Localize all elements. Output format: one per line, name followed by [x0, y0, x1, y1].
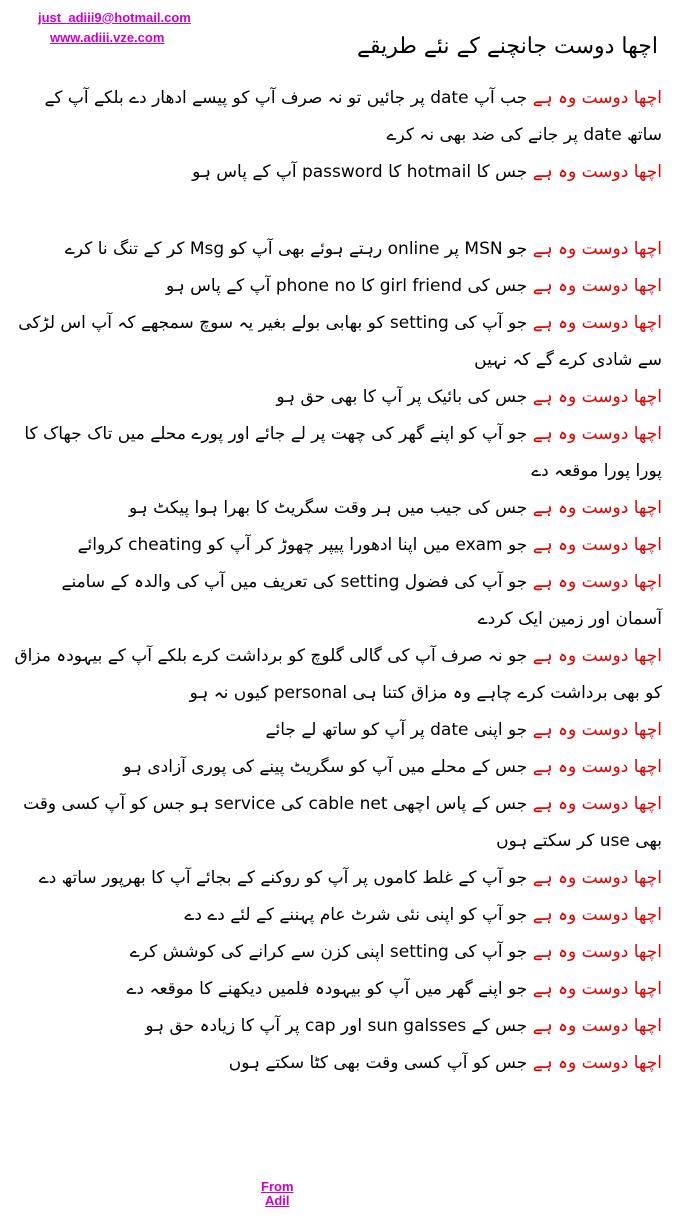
item-text: جب آپ date پر جائیں تو نہ صرف آپ کو پیسے ادھار دے بلکے آپ کے ساتھ date پر جانے کی ضد بھی نہ کرے [44, 88, 662, 145]
item-text: جو آپ کے غلط کاموں پر آپ کو روکنے کے بجائے آپ کا بھرپور ساتھ دے [38, 868, 528, 888]
item-lead: اچھا دوست وہ ہے [532, 979, 662, 999]
list-item [12, 231, 662, 268]
website-link[interactable]: www.adiii.vze.com [50, 30, 165, 45]
item-text: جس کی girl friend کا phone no آپ کے پاس ہو [166, 276, 528, 296]
item-text: جو MSN پر online رہتے ہوئے بھی آپ کو Msg کر کے تنگ نا کرے [64, 239, 528, 259]
list-item [12, 638, 662, 712]
item-text: جو آپ کو اپنی نئی شرٹ عام پہننے کے لئے دے دے [184, 905, 528, 925]
item-text: جو اپنے گھر میں آپ کو بیہودہ فلمیں دیکھنے کا موقعہ دے [126, 979, 528, 999]
item-lead: اچھا دوست وہ ہے [532, 794, 662, 814]
item-text: جو اپنی date پر آپ کو ساتھ لے جائے [265, 720, 528, 740]
list-item [12, 416, 662, 490]
item-text: جو exam میں اپنا ادھورا پیپر چھوڑ کر آپ کو cheating کروائے [77, 535, 528, 555]
item-lead: اچھا دوست وہ ہے [532, 88, 662, 108]
item-lead: اچھا دوست وہ ہے [532, 942, 662, 962]
item-text: جس کی جیب میں ہر وقت سگریٹ کا بھرا ہوا پیکٹ ہو [129, 498, 528, 518]
item-lead: اچھا دوست وہ ہے [532, 757, 662, 777]
list-item [12, 268, 662, 305]
page-title: اچھا دوست جانچنے کے نئے طریقے [357, 34, 658, 59]
list-item [12, 712, 662, 749]
item-lead: اچھا دوست وہ ہے [532, 498, 662, 518]
item-lead: اچھا دوست وہ ہے [532, 313, 662, 333]
item-lead: اچھا دوست وہ ہے [532, 572, 662, 592]
item-text: جو آپ کی setting اپنی کزن سے کرانے کی کوشش کرے [129, 942, 528, 962]
item-lead: اچھا دوست وہ ہے [532, 387, 662, 407]
list-item [12, 154, 662, 191]
item-lead: اچھا دوست وہ ہے [532, 276, 662, 296]
list-item [12, 80, 662, 154]
list-item [12, 897, 662, 934]
list-item [12, 1045, 662, 1082]
list-item [12, 379, 662, 416]
list-item [12, 971, 662, 1008]
item-lead: اچھا دوست وہ ہے [532, 646, 662, 666]
from-label: From [261, 1179, 294, 1194]
item-lead: اچھا دوست وہ ہے [532, 720, 662, 740]
list-item [12, 786, 662, 860]
item-lead: اچھا دوست وہ ہے [532, 868, 662, 888]
item-lead: اچھا دوست وہ ہے [532, 162, 662, 182]
item-text: جس کی بائیک پر آپ کا بھی حق ہو [276, 387, 528, 407]
item-text: جس کا hotmail کا password آپ کے پاس ہو [192, 162, 528, 182]
item-lead: اچھا دوست وہ ہے [532, 905, 662, 925]
item-lead: اچھا دوست وہ ہے [532, 239, 662, 259]
list-item [12, 490, 662, 527]
author-name: Adil [264, 1193, 290, 1208]
item-text: جو آپ کی فضول setting کی تعریف میں آپ کی والدہ کے سامنے آسمان اور زمین ایک کردے [61, 572, 662, 629]
list-item [12, 527, 662, 564]
email-link[interactable]: just_adiii9@hotmail.com [38, 10, 191, 25]
item-text: جو نہ صرف آپ کی گالی گلوچ کو برداشت کرے بلکے آپ کے بیہودہ مزاق کو بھی برداشت کرے چاہے وہ مزاق کتنا ہی personal کیوں نہ ہو [14, 646, 662, 703]
item-text: جس کے پاس اچھی cable net کی service ہو جس کو آپ کسی وقت بھی use کر سکتے ہوں [23, 794, 662, 851]
list-item [12, 564, 662, 638]
item-lead: اچھا دوست وہ ہے [532, 424, 662, 444]
list-item [12, 860, 662, 897]
list-item [12, 934, 662, 971]
item-text: جس کے sun galsses اور cap پر آپ کا زیادہ حق ہو [145, 1016, 528, 1036]
item-lead: اچھا دوست وہ ہے [532, 535, 662, 555]
item-text: جو آپ کو اپنے گھر کی چھت پر لے جائے اور پورے محلے میں تاک جھاک کا پورا پورا موقعہ دے [24, 424, 662, 481]
author-signature[interactable] [261, 1180, 294, 1208]
item-text: جس کے محلے میں آپ کو سگریٹ پینے کی پوری آزادی ہو [123, 757, 528, 777]
friend-list [12, 80, 662, 1082]
list-item [12, 749, 662, 786]
item-text: جو آپ کی setting کو بھابی بولے بغیر یہ سوچ سمجھے کہ آپ اس لڑکی سے شادی کرے گے کہ نہیں [18, 313, 662, 370]
item-lead: اچھا دوست وہ ہے [532, 1053, 662, 1073]
list-item [12, 305, 662, 379]
list-item [12, 1008, 662, 1045]
item-lead: اچھا دوست وہ ہے [532, 1016, 662, 1036]
item-text: جس کو آپ کسی وقت بھی کٹا سکتے ہوں [228, 1053, 528, 1073]
